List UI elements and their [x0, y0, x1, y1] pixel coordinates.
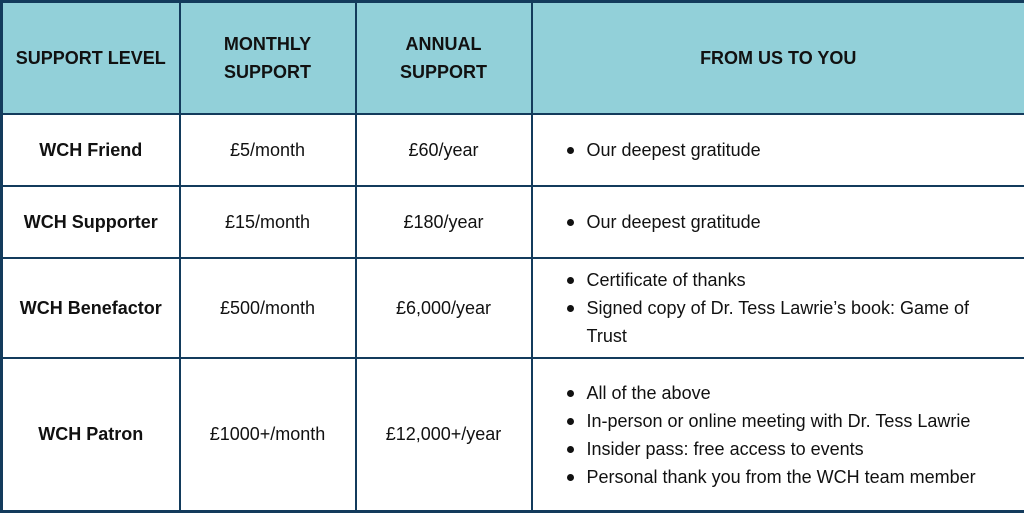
- benefits-list: [567, 208, 1015, 236]
- support-level-cell: WCH Friend: [2, 114, 180, 186]
- benefit-item: Our deepest gratitude: [587, 208, 1015, 236]
- support-level-cell: WCH Patron: [2, 358, 180, 512]
- benefits-cell: [532, 186, 1024, 258]
- benefit-item: Personal thank you from the WCH team member: [587, 463, 1015, 491]
- table-row: [2, 186, 1024, 258]
- monthly-cell: £1000+/month: [180, 358, 356, 512]
- header-monthly-support: [180, 2, 356, 115]
- monthly-cell: £500/month: [180, 258, 356, 358]
- benefits-list: [567, 379, 1015, 491]
- benefit-item: All of the above: [587, 379, 1015, 407]
- header-annual-support-text: ANNUAL SUPPORT: [399, 34, 487, 82]
- monthly-cell: £15/month: [180, 186, 356, 258]
- benefit-item: In-person or online meeting with Dr. Tess Lawrie: [587, 407, 1015, 435]
- annual-cell: £180/year: [356, 186, 532, 258]
- support-level-cell: WCH Supporter: [2, 186, 180, 258]
- benefit-item: Signed copy of Dr. Tess Lawrie’s book: Game of Trust: [587, 294, 1015, 350]
- benefits-cell: [532, 358, 1024, 512]
- benefit-item: Our deepest gratitude: [587, 136, 1015, 164]
- benefits-cell: [532, 114, 1024, 186]
- annual-cell: £12,000+/year: [356, 358, 532, 512]
- benefits-cell: [532, 258, 1024, 358]
- table-row: [2, 114, 1024, 186]
- benefits-list: [567, 266, 1015, 350]
- table-row: [2, 358, 1024, 512]
- annual-cell: £6,000/year: [356, 258, 532, 358]
- header-monthly-support-text: MONTHLY SUPPORT: [223, 34, 312, 82]
- table-row: [2, 258, 1024, 358]
- header-row: [2, 2, 1024, 115]
- benefits-list: [567, 136, 1015, 164]
- monthly-cell: £5/month: [180, 114, 356, 186]
- annual-cell: £60/year: [356, 114, 532, 186]
- header-annual-support: [356, 2, 532, 115]
- support-level-cell: WCH Benefactor: [2, 258, 180, 358]
- header-from-us-to-you: FROM US TO YOU: [532, 2, 1024, 115]
- header-support-level: SUPPORT LEVEL: [2, 2, 180, 115]
- benefit-item: Insider pass: free access to events: [587, 435, 1015, 463]
- benefit-item: Certificate of thanks: [587, 266, 1015, 294]
